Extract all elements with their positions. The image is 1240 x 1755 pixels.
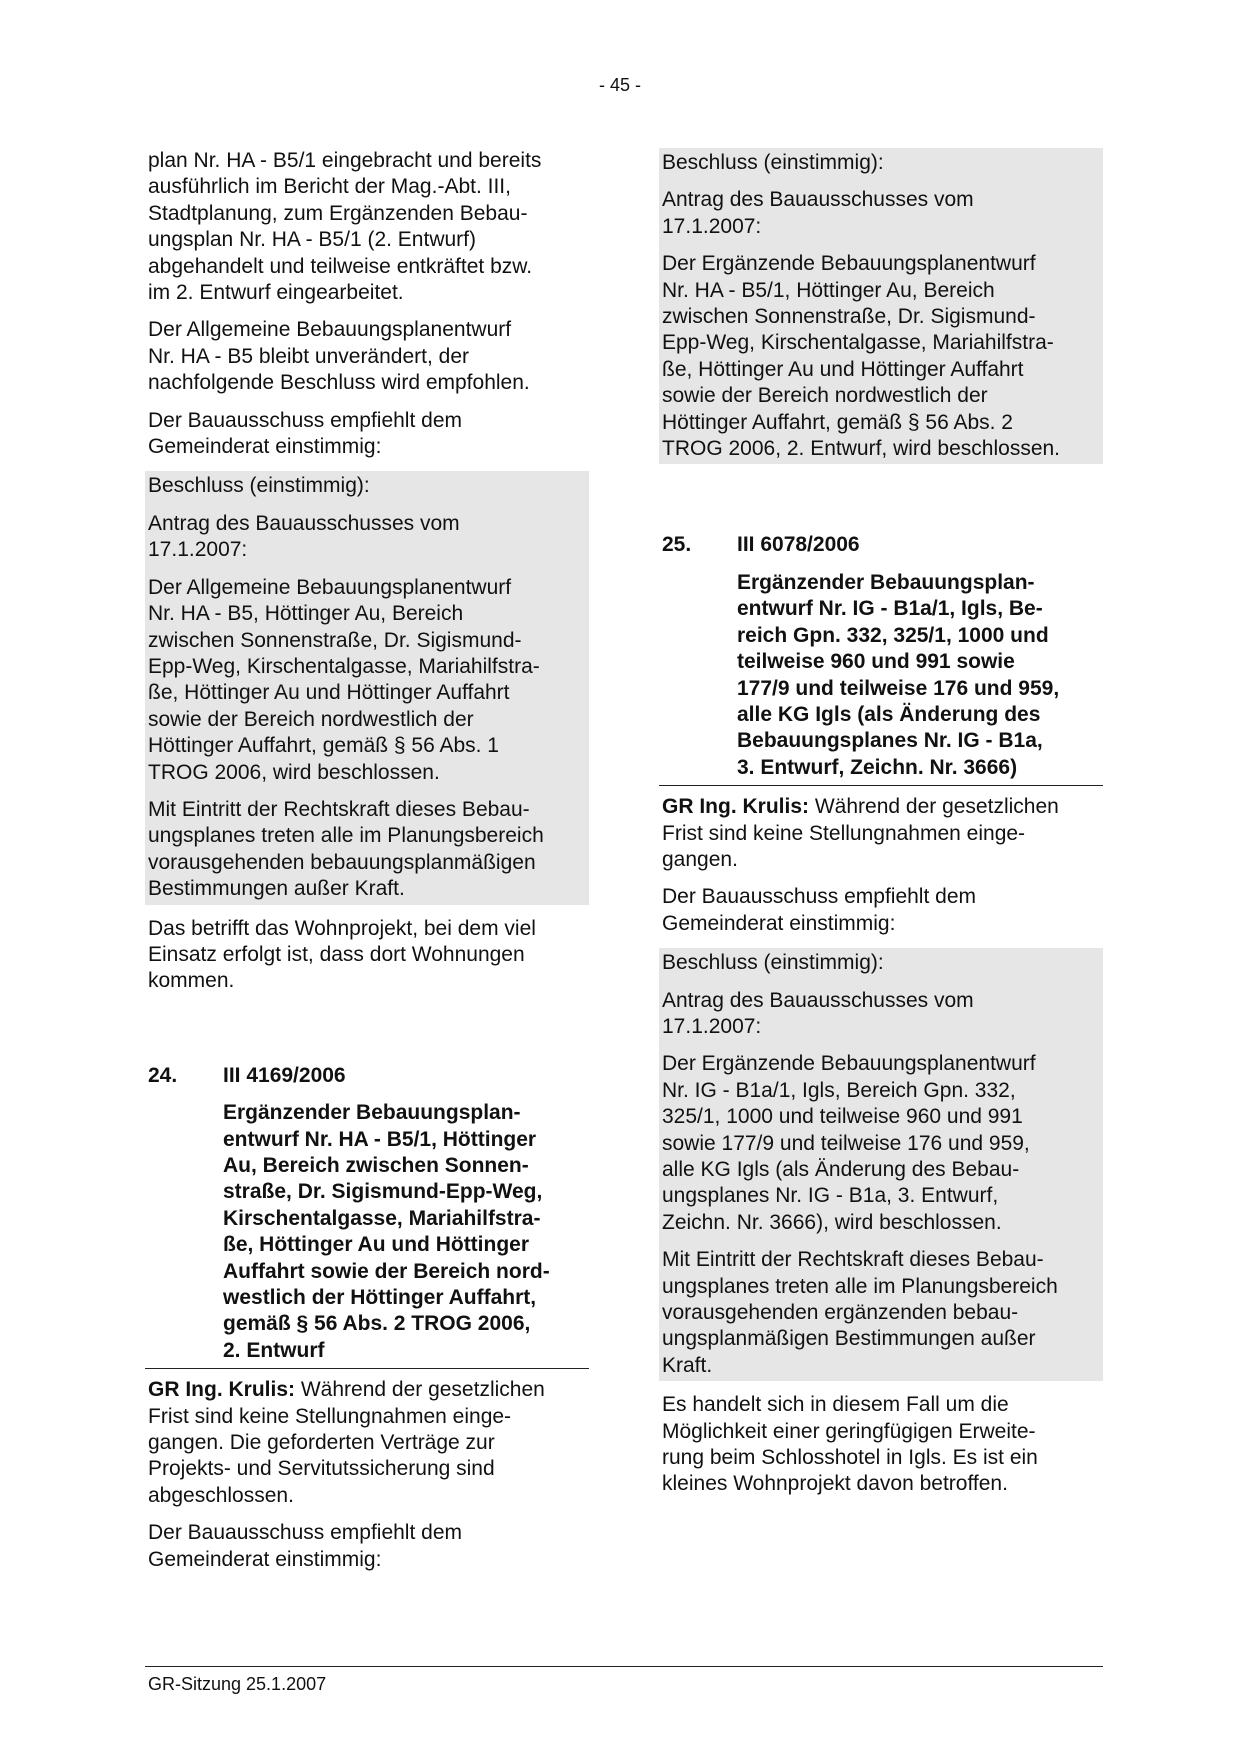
agenda-item-24 — [145, 1063, 589, 1364]
speech-text: Während der gesetzlichen Frist sind keine Stellungnahmen einge- gangen. Die geforderten Verträge zur Projekts- und Servitutssicherung sind abgeschlossen. — [148, 1378, 545, 1507]
item-title: Ergänzender Bebauungsplan- entwurf Nr. IG - B1a/1, Igls, Be- reich Gpn. 332, 325/1, 1000 und teilweise 960 und 991 sowie 177/9 und teilweise 176 und 959, alle KG Igls (als Änderung des Bebauungsplanes Nr. IG - B1a, 3. Entwurf, Zeichn. Nr. 3666) — [737, 570, 1060, 779]
paragraph: Es handelt sich in diesem Fall um die Möglichkeit einer geringfügigen Erweite- rung beim Schlosshotel in Igls. Es ist ein kleines Wohnprojekt davon betroffen. — [662, 1393, 1038, 1496]
paragraph: Der Bauausschuss empfiehlt dem Gemeinderat einstimmig: — [148, 408, 462, 459]
resolution-label: Beschluss (einstimmig): — [662, 151, 884, 174]
speech-text: Während der gesetzlichen Frist sind keine Stellungnahmen einge- gangen. — [662, 795, 1059, 871]
resolution-box — [145, 471, 589, 904]
resolution-text: Mit Eintritt der Rechtskraft dieses Bebau- ungsplanes treten alle im Planungsbereich vorausgehenden bebauungsplanmäßigen Bestimmungen außer Kraft. — [148, 797, 544, 901]
motion-line: Antrag des Bauausschusses vom 17.1.2007: — [662, 988, 974, 1038]
paragraph: Der Bauausschuss empfiehlt dem Gemeinderat einstimmig: — [148, 1521, 462, 1571]
item-number: 24. — [148, 1063, 178, 1087]
resolution-text: Der Ergänzende Bebauungsplanentwurf Nr. IG - B1a/1, Igls, Bereich Gpn. 332, 325/1, 1000 und teilweise 960 und 991 sowie 177/9 und teilweise 176 und 959, alle KG Igls (als Änderung des Bebau- ungsplanes Nr. IG - B1a, 3. Entwurf, Zeichn. Nr. 3666), wird beschlossen. — [662, 1052, 1036, 1234]
speaker-name: GR Ing. Krulis: — [148, 1378, 295, 1402]
paragraph: Der Bauausschuss empfiehlt dem Gemeinderat einstimmig: — [662, 885, 976, 935]
page-number: - 45 - — [598, 75, 641, 95]
agenda-item-25 — [659, 532, 1103, 781]
paragraph: plan Nr. HA - B5/1 eingebracht und bereits ausführlich im Bericht der Mag.-Abt. III, Stadtplanung, zum Ergänzenden Bebau- ungsplan Nr. HA - B5/1 (2. Entwurf) abgehandelt und teilweise entkräftet bzw. im 2. Entwurf eingearbeitet. — [148, 149, 542, 305]
divider — [145, 1368, 589, 1369]
right-column — [659, 148, 1103, 1509]
resolution-text: Der Ergänzende Bebauungsplanentwurf Nr. HA - B5/1, Höttinger Au, Bereich zwischen Sonnenstraße, Dr. Sigismund- Epp-Weg, Kirschentalgasse, Mariahilfstra- ße, Höttinger Au und Höttinger Auffahrt sowie der Bereich nordwestlich der Höttinger Auffahrt, gemäß § 56 Abs. 2 TROG 2006, 2. Entwurf, wird beschlossen. — [662, 252, 1061, 461]
item-number: 25. — [662, 533, 692, 557]
motion-line: Antrag des Bauausschusses vom 17.1.2007: — [662, 188, 974, 238]
resolution-text: Mit Eintritt der Rechtskraft dieses Bebau- ungsplanes treten alle im Planungsbereich vorausgehenden ergänzenden bebau- ungsplanmäßigen Bestimmungen außer Kraft. — [662, 1248, 1058, 1377]
speech — [145, 1377, 589, 1509]
resolution-label: Beschluss (einstimmig): — [662, 951, 884, 975]
resolution-box — [659, 948, 1103, 1381]
footer-divider — [145, 1666, 1103, 1667]
divider — [659, 785, 1103, 786]
item-ref: III 4169/2006 — [223, 1063, 346, 1087]
resolution-text: Der Allgemeine Bebauungsplanentwurf Nr. HA - B5, Höttinger Au, Bereich zwischen Sonnenstraße, Dr. Sigismund- Epp-Weg, Kirschentalgasse, Mariahilfstra- ße, Höttinger Au und Höttinger Auffahrt sowie der Bereich nordwestlich der Höttinger Auffahrt, gemäß § 56 Abs. 1 TROG 2006, wird beschlossen. — [148, 575, 540, 784]
left-column — [145, 148, 589, 1584]
motion-line: Antrag des Bauausschusses vom 17.1.2007: — [148, 511, 460, 562]
item-title: Ergänzender Bebauungsplan- entwurf Nr. HA - B5/1, Höttinger Au, Bereich zwischen Sonnen- straße, Dr. Sigismund-Epp-Weg, Kirschentalgasse, Mariahilfstra- ße, Höttinger Au und Höttinger Auffahrt sowie der Bereich nord- westlich der Höttinger Auffahrt, gemäß § 56 Abs. 2 TROG 2006, 2. Entwurf — [223, 1101, 550, 1362]
resolution-label: Beschluss (einstimmig): — [148, 474, 370, 498]
paragraph: Das betrifft das Wohnprojekt, bei dem viel Einsatz erfolgt ist, dass dort Wohnungen kommen. — [148, 916, 536, 993]
paragraph: Der Allgemeine Bebauungsplanentwurf Nr. HA - B5 bleibt unverändert, der nachfolgende Beschluss wird empfohlen. — [148, 318, 530, 395]
footer: GR-Sitzung 25.1.2007 — [148, 1674, 327, 1694]
resolution-box — [659, 148, 1103, 464]
item-ref: III 6078/2006 — [737, 533, 860, 557]
speaker-name: GR Ing. Krulis: — [662, 795, 809, 819]
speech — [659, 794, 1103, 873]
